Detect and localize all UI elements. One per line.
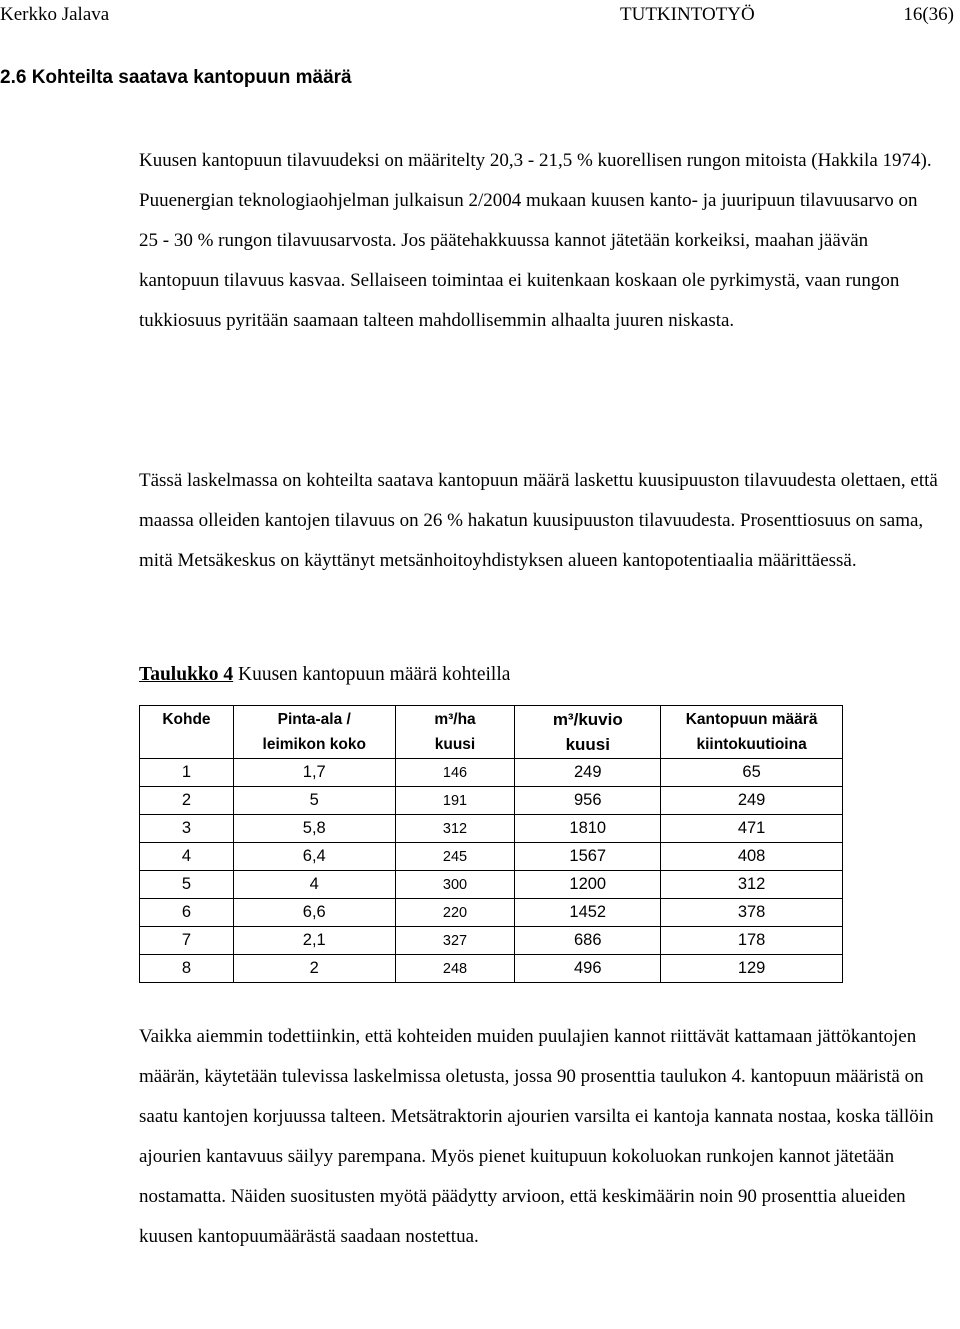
table-row: [140, 871, 843, 899]
cell-volume-per-ha: 327: [395, 927, 515, 955]
cell-stump-amount: 129: [661, 955, 843, 983]
cell-volume-per-ha: 245: [395, 843, 515, 871]
cell-area: 1,7: [233, 759, 395, 787]
cell-kohde: 5: [140, 871, 234, 899]
cell-volume-per-stand: 956: [515, 787, 661, 815]
cell-volume-per-stand: 1452: [515, 899, 661, 927]
table-row: [140, 955, 843, 983]
table-caption: [139, 664, 510, 686]
cell-volume-per-ha: 312: [395, 815, 515, 843]
stump-volume-table: [139, 705, 843, 983]
cell-stump-amount: 178: [661, 927, 843, 955]
table-row: [140, 843, 843, 871]
cell-stump-amount: 312: [661, 871, 843, 899]
cell-kohde: 2: [140, 787, 234, 815]
header-page-number: 16(36): [903, 4, 954, 25]
cell-area: 5,8: [233, 815, 395, 843]
cell-kohde: 1: [140, 759, 234, 787]
header-author: Kerkko Jalava: [0, 4, 110, 25]
column-header-volume-per-stand: m³/kuvio kuusi: [515, 706, 661, 759]
table-row: [140, 927, 843, 955]
cell-volume-per-stand: 249: [515, 759, 661, 787]
table-row: [140, 899, 843, 927]
cell-area: 4: [233, 871, 395, 899]
cell-kohde: 4: [140, 843, 234, 871]
cell-volume-per-ha: 146: [395, 759, 515, 787]
cell-stump-amount: 249: [661, 787, 843, 815]
table-row: [140, 759, 843, 787]
table-header-row: [140, 706, 843, 759]
column-header-area: Pinta-ala / leimikon koko: [233, 706, 395, 759]
table-row: [140, 787, 843, 815]
cell-kohde: 3: [140, 815, 234, 843]
column-header-volume-per-ha: m³/ha kuusi: [395, 706, 515, 759]
cell-volume-per-stand: 1200: [515, 871, 661, 899]
table-caption-text: Kuusen kantopuun määrä kohteilla: [233, 664, 511, 685]
cell-area: 5: [233, 787, 395, 815]
cell-volume-per-stand: 686: [515, 927, 661, 955]
cell-kohde: 6: [140, 899, 234, 927]
table-caption-label: Taulukko 4: [139, 664, 234, 685]
cell-volume-per-ha: 220: [395, 899, 515, 927]
paragraph-calculation-basis: Tässä laskelmassa on kohteilta saatava kantopuun määrä laskettu kuusipuuston tilavuudesta olettaen, että maassa olleiden kantojen tilavuus on 26 % hakatun kuusipuuston tilavuudesta. Prosenttiosuus on sama, mitä Metsäkeskus on käyttänyt metsänhoitoyhdistyksen alueen kantopotentiaalia määrittäessä.: [139, 470, 938, 571]
cell-stump-amount: 408: [661, 843, 843, 871]
cell-area: 2: [233, 955, 395, 983]
header-document-type: TUTKINTOTYÖ: [620, 4, 755, 25]
column-header-kohde: Kohde: [140, 706, 234, 759]
cell-volume-per-stand: 496: [515, 955, 661, 983]
cell-stump-amount: 471: [661, 815, 843, 843]
cell-area: 6,4: [233, 843, 395, 871]
cell-kohde: 8: [140, 955, 234, 983]
cell-volume-per-stand: 1810: [515, 815, 661, 843]
section-heading: 2.6 Kohteilta saatava kantopuun määrä: [0, 67, 352, 88]
cell-volume-per-ha: 191: [395, 787, 515, 815]
paragraph-recovery-assumption: Vaikka aiemmin todettiinkin, että kohteiden muiden puulajien kannot riittävät kattamaan jättökantojen määrän, käytetään tulevissa laskelmissa oletusta, jossa 90 prosenttia taulukon 4. kantopuun määristä on saatu kantojen korjuussa talteen. Metsätraktorin ajourien varsilta ei kantoja kannata nostaa, koska tällöin ajourien kantavuus säilyy parempana. Myös pienet kuitupuun kokoluokan runkojen kannot jätetään nostamatta. Näiden suositusten myötä päädytty arvioon, että keskimäärin noin 90 prosenttia alueiden kuusen kantopuumäärästä saadaan nostettua.: [139, 1026, 934, 1247]
column-header-stump-amount: Kantopuun määrä kiintokuutioina: [661, 706, 843, 759]
cell-area: 2,1: [233, 927, 395, 955]
cell-volume-per-ha: 300: [395, 871, 515, 899]
cell-stump-amount: 378: [661, 899, 843, 927]
page-header: [0, 4, 960, 32]
cell-volume-per-stand: 1567: [515, 843, 661, 871]
cell-kohde: 7: [140, 927, 234, 955]
cell-stump-amount: 65: [661, 759, 843, 787]
cell-volume-per-ha: 248: [395, 955, 515, 983]
table-row: [140, 815, 843, 843]
cell-area: 6,6: [233, 899, 395, 927]
paragraph-stump-volume: Kuusen kantopuun tilavuudeksi on määritelty 20,3 - 21,5 % kuorellisen rungon mitoista (Hakkila 1974). Puuenergian teknologiaohjelman julkaisun 2/2004 mukaan kuusen kanto- ja juuripuun tilavuusarvo on 25 - 30 % rungon tilavuusarvosta. Jos päätehakkuussa kannot jätetään korkeiksi, maahan jäävän kantopuun tilavuus kasvaa. Sellaiseen toimintaa ei kuitenkaan koskaan ole pyrkimystä, vaan rungon tukkiosuus pyritään saamaan talteen mahdollisemmin alhaalta juuren niskasta.: [139, 150, 932, 331]
